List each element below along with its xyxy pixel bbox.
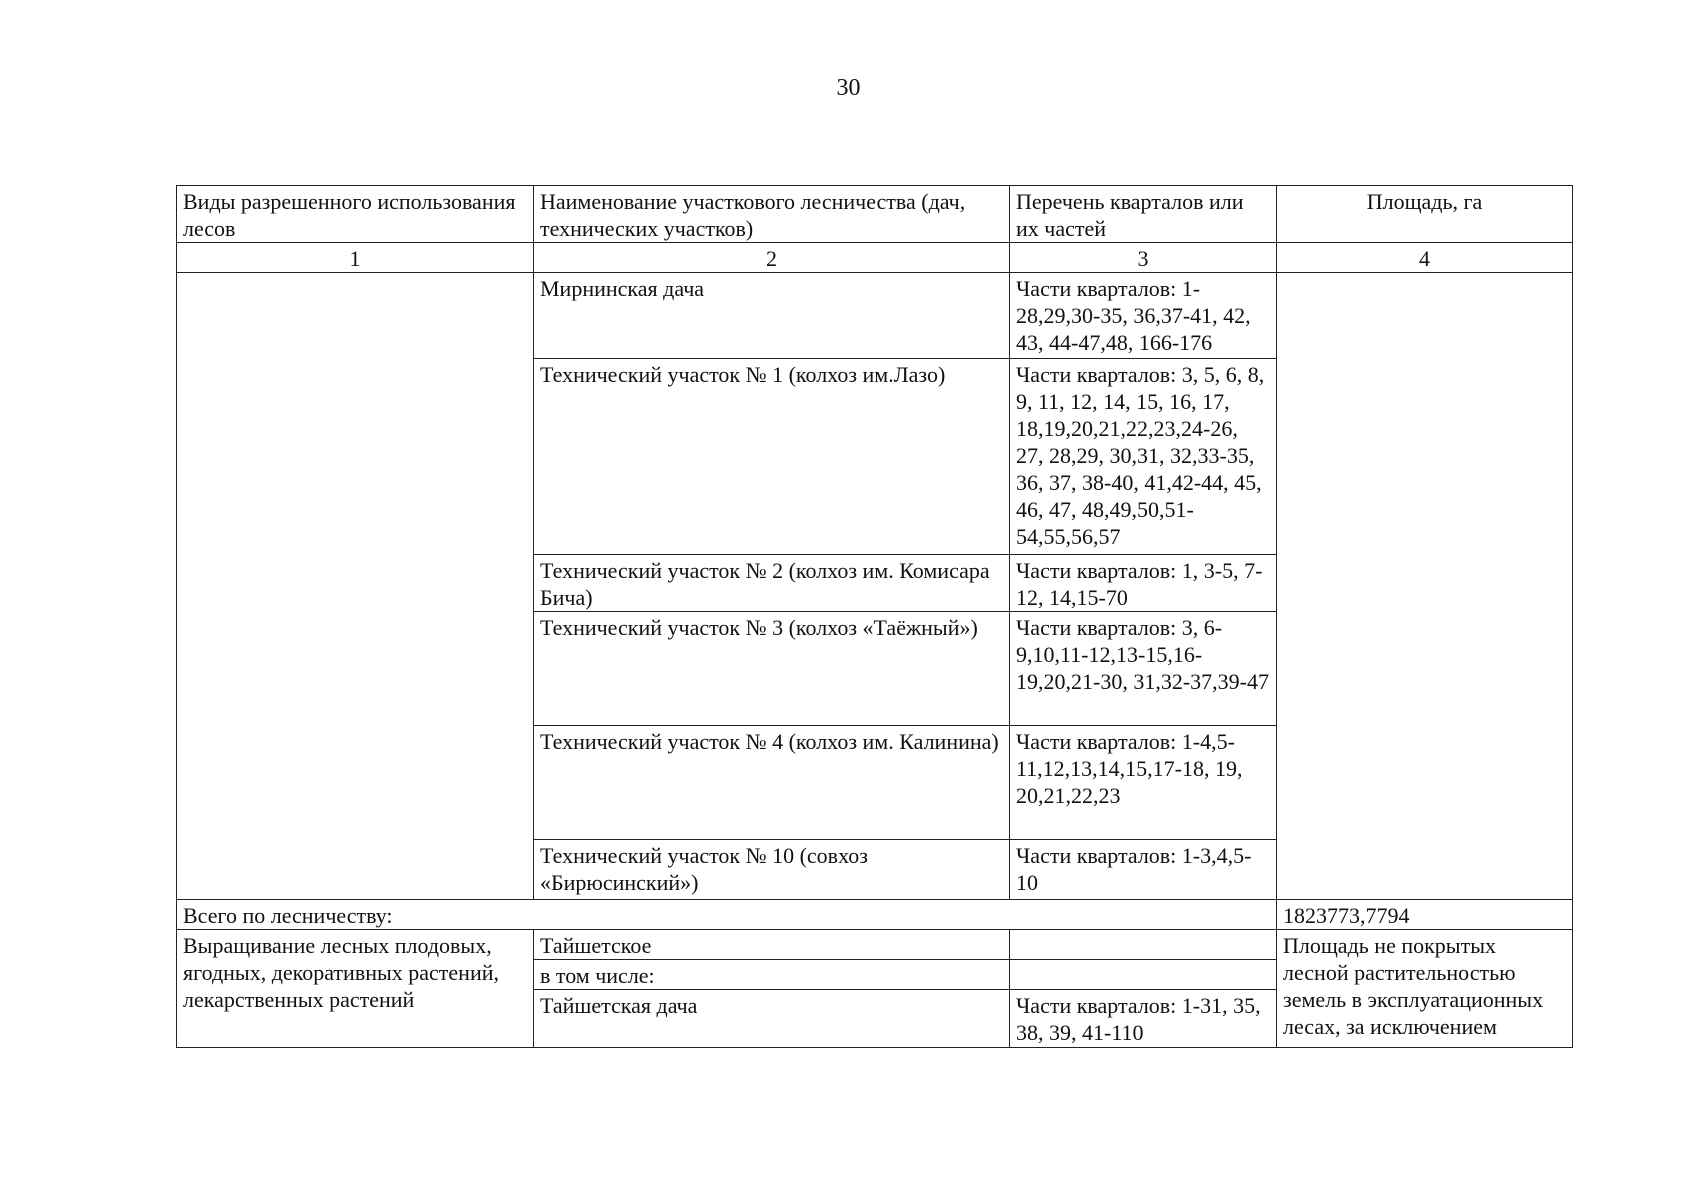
column-number: 4	[1277, 243, 1573, 273]
quarters-cell: Части кварталов: 3, 5, 6, 8, 9, 11, 12, 14, 15, 16, 17, 18,19,20,21,22,23,24-26, 27, 28,29, 30,31, 32,33-35, 36, 37, 38-40, 41,42-44, 45, 46, 47, 48,49,50,51-54,55,56,57	[1010, 359, 1277, 555]
total-label: Всего по лесничеству:	[177, 900, 1277, 930]
area-cell-empty	[1277, 273, 1573, 900]
column-number-row	[177, 243, 1573, 273]
quarters-cell: Части кварталов: 1-4,5-11,12,13,14,15,17-18, 19, 20,21,22,23	[1010, 726, 1277, 840]
quarters-cell: Части кварталов: 1-31, 35, 38, 39, 41-110	[1010, 990, 1277, 1048]
forestry-name-cell: Мирнинская дача	[534, 273, 1010, 359]
header-row	[177, 186, 1573, 243]
quarters-cell: Части кварталов: 1-28,29,30-35, 36,37-41, 42, 43, 44-47,48, 166-176	[1010, 273, 1277, 359]
quarters-cell: Части кварталов: 3, 6-9,10,11-12,13-15,16-19,20,21-30, 31,32-37,39-47	[1010, 612, 1277, 726]
quarters-cell: Части кварталов: 1, 3-5, 7-12, 14,15-70	[1010, 555, 1277, 612]
column-number: 1	[177, 243, 534, 273]
use-type-cell: Выращивание лесных плодовых, ягодных, декоративных растений, лекарственных растений	[177, 930, 534, 1048]
quarters-cell	[1010, 960, 1277, 990]
total-value: 1823773,7794	[1277, 900, 1573, 930]
forest-use-table	[176, 185, 1573, 1048]
header-quarters-list: Перечень кварталов или их частей	[1010, 186, 1277, 243]
column-number: 2	[534, 243, 1010, 273]
use-type-cell-empty	[177, 273, 534, 900]
table-row	[177, 273, 1573, 359]
area-cell: Площадь не покрытых лесной растительностью земель в эксплуатационных лесах, за исключением	[1277, 930, 1573, 1048]
total-row	[177, 900, 1573, 930]
forestry-name-cell: Технический участок № 10 (совхоз «Бирюсинский»)	[534, 840, 1010, 900]
forestry-name-cell: Технический участок № 3 (колхоз «Таёжный»)	[534, 612, 1010, 726]
table-row	[177, 930, 1573, 960]
forestry-name-cell: Технический участок № 1 (колхоз им.Лазо)	[534, 359, 1010, 555]
quarters-cell	[1010, 930, 1277, 960]
header-forestry-name: Наименование участкового лесничества (дач, технических участков)	[534, 186, 1010, 243]
header-area: Площадь, га	[1277, 186, 1573, 243]
forestry-name-cell: Технический участок № 2 (колхоз им. Комисара Бича)	[534, 555, 1010, 612]
column-number: 3	[1010, 243, 1277, 273]
forestry-name-cell: Тайшетское	[534, 930, 1010, 960]
quarters-cell: Части кварталов: 1-3,4,5-10	[1010, 840, 1277, 900]
forestry-name-cell: Технический участок № 4 (колхоз им. Калинина)	[534, 726, 1010, 840]
forestry-name-cell: Тайшетская дача	[534, 990, 1010, 1048]
forestry-name-cell: в том числе:	[534, 960, 1010, 990]
header-use-types: Виды разрешенного использования лесов	[177, 186, 534, 243]
page-number: 30	[836, 75, 861, 101]
